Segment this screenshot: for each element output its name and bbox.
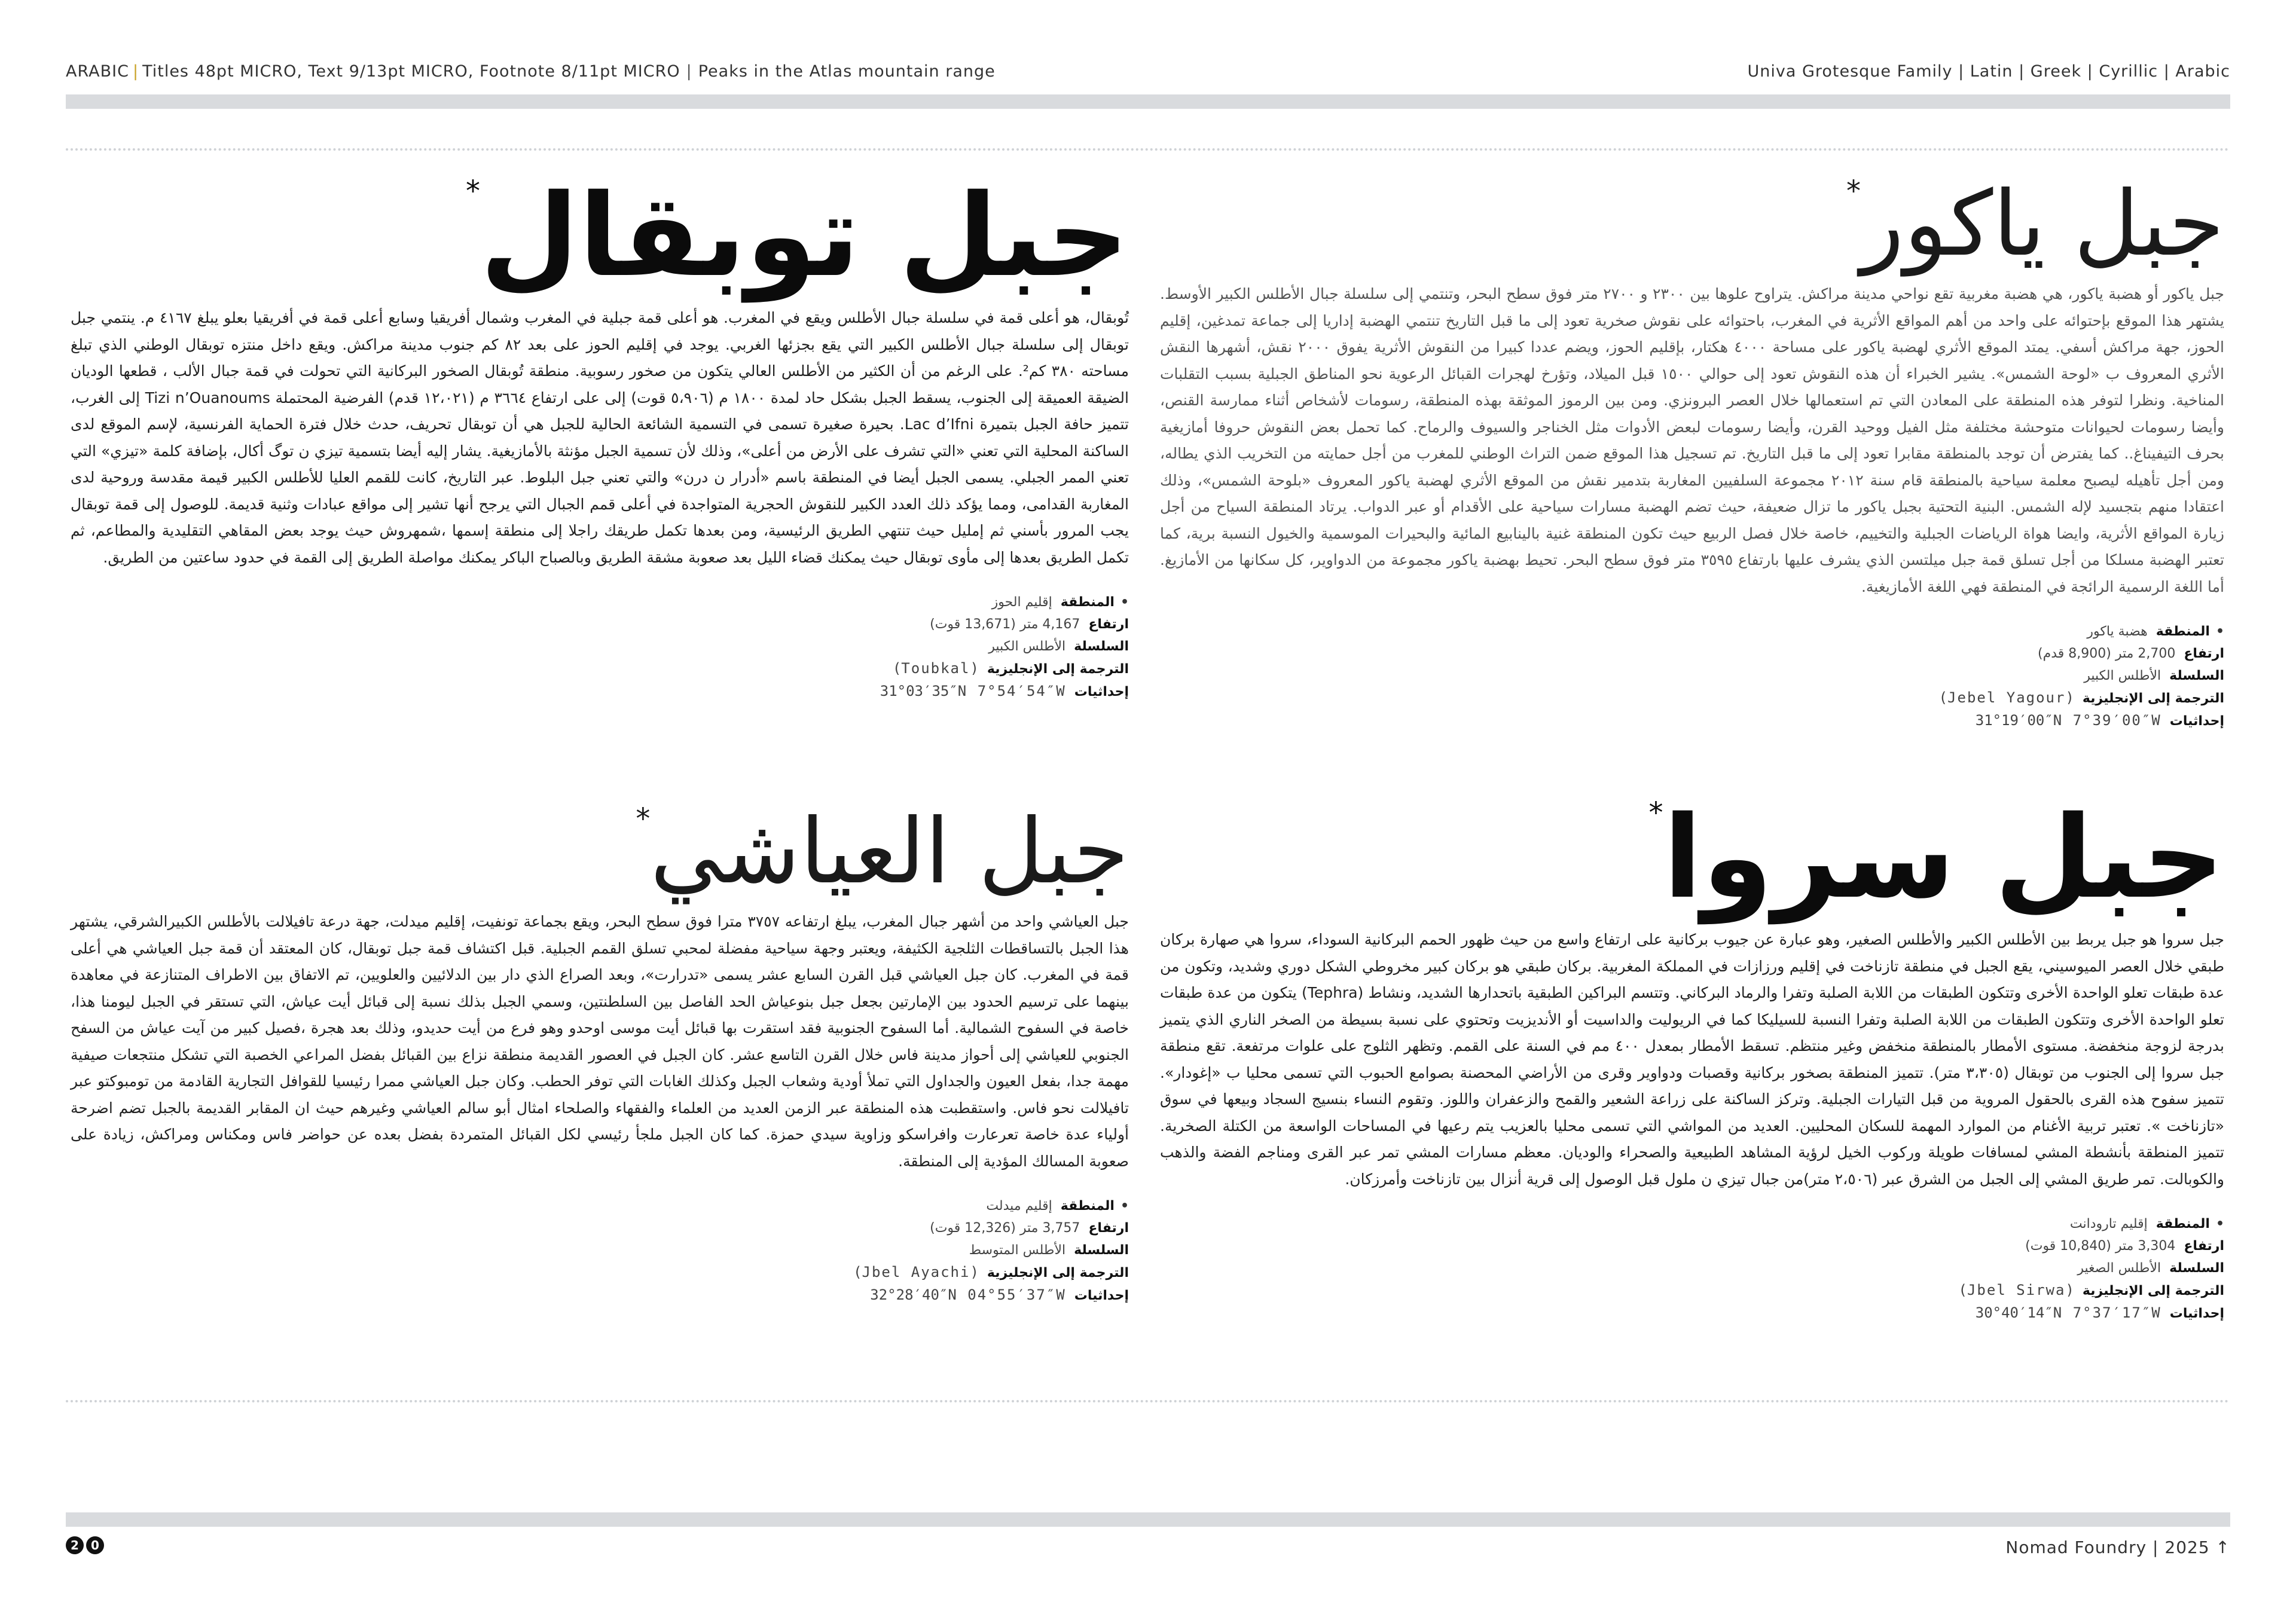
top-divider: [66, 148, 2230, 151]
card-meta: •المنطقةهضبة ياكور ارتفاع2,700 متر (8,900 قدم) السلسلةالأطلس الكبير الترجمة إلى الإنجليزية(Jebel Yagour) إحداثيات31°19′00″N 7°39′00″W: [1938, 624, 2224, 729]
bottom-grey-bar: [66, 1512, 2230, 1527]
card-body: جبل العياشي واحد من أشهر جبال المغرب، يبلغ ارتفاعه ٣٧٥٧ مترا فوق سطح البحر، ويقع بجماعة تونفيت، إقليم ميدلت، جهة درعة تافيلالت بالأطلس الكبيرالشرقي، يشتهر هذا الجبل بالتساقطات الثلجية الكثيفة، ويعتبر وجهة سياحية مفضلة لمحبي تسلق القمم الجبلية. قبل اكتشاف قمة جبل توبقال، كان المعتقد أن قمة جبل العياشي هي أعلى قمة في المغرب. كان جبل العياشي قبل القرن السابع عشر يسمى «تدرارت»، وبعد الصراع الذي دار بين الدلائيين والعلويين، تم الاتفاق بين الاطراف المتنازعة في معاهدة بينهما على ترسيم الحدود بين الإمارتين بجعل جبل بنوعياش الحد الفاصل بين السلطنتين، وسمي الجبل بذلك نسبة إلى قبائل أيت عياش، التي تستقر في الجبل ليومنا هذا، خاصة في السفوح الشمالية. أما السفوح الجنوبية فقد استقرت بها قبائل أيت موسى اوحدو وهو فرع من أيت حديدو، وذلك بعد هجرة ،فصيل كبير من آيت عياش من السفح الجنوبي للعياشي إلى أحواز مدينة فاس خلال القرن التاسع عشر. كان الجبل في العصور القديمة منطقة نزاع بين القبائل بفضل المراعي الخصبة التي تشكل منتجعات صيفية مهمة جدا، بفعل العيون والجداول التي تملأ أودية وشعاب الجبل وكذلك الغابات التي توفر الحطب. وكان جبل العياشي ممرا رئيسيا للقوافل التجارية القادمة من تومبوكتو عبر تافيلالت نحو فاس. واستقطبت هذه المنطقة عبر الزمن العديد من العلماء والفقهاء والصلحاء امثال أبو سالم العياشي وغيرهم حيث ان المقابر القديمة بالجبل تضم اضرحة أولياء عدة خاصة تعرعارت وافراسكو وزاوية سيدي حمزة. كما كان الجبل ملجأ رئيسي لكل القبائل المتمردة بفضل بعده عن حواضر فاس ومكناس ومراكش، زيادة على صعوبة المسالك المؤدية إلى المنطقة.: [71, 913, 1129, 1170]
card-body: جبل ياكور أو هضبة ياكور، هي هضبة مغربية تقع نواحي مدينة مراكش. يتراوح علوها بين ٢٣٠٠ و ٢٧٠٠ متر فوق سطح البحر، وتنتمي إلى سلسلة جبال الأطلس الكبير الأوسط. يشتهر هذا الموقع بإحتوائه على واحد من أهم المواقع الأثرية في المغرب، باحتوائه على نقوش صخرية تعود إلى ما قبل التاريخ تنتمي الهضبة إداريا إلى جماعة تمدغين، إقليم الحوز، جهة مراكش أسفي. يمتد الموقع الأثري لهضبة ياكور على مساحة ٤٠٠٠ هكتار، بإقليم الحوز، ويضم عددا كبيرا من النقوش الأثرية يفوق ٢٠٠٠ نقش، أشهرها النقش الأثري المعروف ب «لوحة الشمس». يشير الخبراء أن هذه النقوش تعود إلى حوالي ١٥٠٠ قبل الميلاد، وتؤرخ لهجرات القبائل الرعوية نحو المناطق الجبلية بسبب التقلبات المناخية. ونظرا لتوفر هذه المنطقة على المعادن التي تم استعمالها خلال العصر البرونزي. ومن بين الرموز الموثقة بهذه المنطقة، رسومات لأشخاص أثناء ممارسة القنص، وأيضا رسومات لحيوانات متوحشة مختلفة مثل الفيل ووحيد القرن، وأيضا رسومات لبعض الأدوات مثل الخناجر والسيوف والرماح. كما تحمل بعض النقوش حروفا أمازيغية بحرف التيفيناغ.. كما يفترض أن توجد بالمنطقة مقابرا تعود إلى ما قبل التاريخ. تم تسجيل هذا الموقع ضمن التراث الوطني للمغرب من أجل حمايته من التخريب الذي يطاله، ومن أجل تأهيله ليصبح معلمة سياحية بالمنطقة قام سنة ٢٠١٢ مجموعة السلفيين المغاربة بتدمير نقش من الموقع الأثري لهضبة ياكور المعروف «بلوحة الشمس»، وذلك اعتقادا منهم بتجسيد لإله الشمس. البنية التحتية بجبل ياكور ما تزال ضعيفة، حيث تضم الهضبة مسارات سياحية على الأقدام أو عبر الدواب. يرتاد المنطقة السياح من أجل زيارة المواقع الأثرية، وايضا هواة الرياضات الجبلية والتخييم، خاصة خلال فصل الربيع حيث تكون المنطقة غنية بالينابيع المائية والبحيرات الموسمية والخيول النسبة برية، كما تعتبر الهضبة مسلكا من أجل تسلق قمة جبل ميلتسن الذي يشرف عليها بارتفاع ٣٥٩٥ متر فوق سطح البحر. تحيط بهضبة ياكور مجموعة من الدواوير، كل سكانها من الأمازيغ. أما اللغة الرسمية الرائجة في المنطقة فهي اللغة الأمازيغية.: [1160, 285, 2225, 595]
star-mark: *: [636, 802, 651, 836]
page-digit: 0: [86, 1536, 104, 1554]
star-mark: *: [1648, 796, 1663, 830]
card-title: جبل توبقال*: [466, 170, 1129, 302]
star-mark: *: [466, 175, 480, 208]
header-left: [66, 62, 996, 81]
card-ayachi: [71, 800, 1129, 1307]
card-meta: •المنطقةإقليم تارودانت ارتفاع3,304 متر (10,840 قوت) السلسلةالأطلس الصغير الترجمة إلى الإنجليزية(Jbel Sirwa) إحداثيات30°40′14″N 7°37′17″W: [1958, 1217, 2224, 1321]
card-meta: •المنطقةإقليم الحوز ارتفاع4,167 متر (13,671 قوت) السلسلةالأطلس الكبير الترجمة إلى الإنجليزية(Toubkal) إحداثيات31°03′35″N 7°54′54″W: [880, 595, 1129, 699]
card-toubkal: [71, 170, 1129, 703]
card-yagour: [1160, 172, 2225, 732]
top-grey-bar: [66, 94, 2230, 109]
header-language: ARABIC: [66, 62, 129, 81]
card-body: جبل سروا هو جبل يربط بين الأطلس الكبير والأطلس الصغير، وهو عبارة عن جيوب بركانية على ارتفاع واسع من حيث ظهور الحمم البركانية السوداء، سروا هي صهارة بركان طبقي خلال العصر الميوسيني، يقع الجبل في منطقة تازناخت في إقليم ورزازات في المملكة المغربية. بركان طبقي هو بركان كبير مخروطي الشكل دوري وشديد، وتكون من عدة طبقات تعلو الواحدة الأخرى وتتكون الطبقات من اللابة الصلبة وتفرا والرماد البركاني. وتتسم البراكين الطبقية باتحدارها الشديد، ونشاط (Tephra) يتكون من عدة طبقات تعلو الواحدة الأخرى وتتكون الطبقات من اللابة الصلبة وتفرا النسبة للسيليكا كما في الريوليت والداسيت أو الأنديزيت وتحتوي على نسبة بسيطة من الصخر الناري الذي يتميز بدرجة لزوجة منخفضة. مستوى الأمطار بالمنطقة منخفض وغير منتظم. تسقط الأمطار بمعدل ٤٠٠ مم في السنة على القمم. وتظهر الثلوج على علوات مرتفعة. تقع منطقة جبل سروا إلى الجنوب من توبقال (٣،٣٠٥ متر). تتميز المنطقة بصخور بركانية وقصبات ودواوير وقرى من الأراضي المحصنة بصوامع الحبوب التي تسمى محليا ب «إغودار». تتميز سفوح هذه القرى بالحقول المروية من قبل التيارات الجبلية. وتركز الساكنة على زراعة الشعير والقمح والزعفران واللوز. وتقوم النساء بنسيج السجاد وبيعها في سوق «تازناخت ». تعتبر تربية الأغنام من الموارد المهمة للسكان المحليين. العديد من المواشي التي تسمى محليا بالعزيب يتم رعيها في المساحات الواسعة من الكتلة الصخرية. تتميز المنطقة بأنشطة المشي لمسافات طويلة وركوب الخيل لرؤية المشاهد الطبيعية والصحراء والوديان. معظم مسارات المشي تمر عبر القرى ومناجم الفضة والذهب والكوبالت. تمر طريق المشي إلى الجبل من الشرق عبر (٢،٥٠٦ متر)من جبال تيزي ن ملول قبل الوصول إلى قرية أنزال بين تازناخت وأمرزكان.: [1160, 931, 2225, 1188]
header-topic: Peaks in the Atlas mountain range: [698, 62, 996, 81]
card-body: تُوبقال، هو أعلى قمة في سلسلة جبال الأطلس ويقع في المغرب. هو أعلى قمة جبلية في المغرب وشمال أفريقيا وسابع أعلى قمة في أفريقيا بعلو يبلغ ٤١٦٧ م. ينتمي جبل توبقال إلى سلسلة جبال الأطلس الكبير التي يقع بجزئها الغربي. يوجد في إقليم الحوز على بعد ٨٢ كم جنوب مدينة مراكش. ويقع داخل منتزه توبقال الوطني الذي تبلغ مساحته ٣٨٠ كم². على الرغم من أن الكثير من الأطلس العالي يتكون من صخور رسوبية. منطقة تُوبقال الصخور البركانية التي تحولت في قمة جبال الألب ، قطعها الوديان الضيقة العميقة إلى الجنوب، يسقط الجبل بشكل حاد لمدة ١٨٠٠ م (٥،٩٠٦ قوت) إلى على ارتفاع ٣٦٦٤ م (١٢،٠٢١ قدم) الفرضية المحتملة Tizi n’Ouanoums إلى الغرب، تتميز حافة الجبل بتميرة Lac d’Ifni. بحيرة صغيرة تسمى في التسمية الشائعة الحالية للجبل هي أن توبقال تحريف، حدث خلال فترة الحماية الفرنسية، لإسم الموقع لدى الساكنة المحلية التي تعني «التي تشرف على الأرض من أعلى»، وذلك لأن تسمية الجبل مؤنثة بالأمازيغية. يشار إليه أيضا بتسمية تيزي ن توگ أكال، بإضافة كلمة «تيزي» التي تعني الممر الجبلي. يسمى الجبل أيضا في المنطقة باسم «أدرار ن درن» والتي تعني جبل البلوط. عبر التاريخ، كانت للقمم العليا للأطلس الكبير قيمة مقدسة وروحية لدى المغاربة القدامى، ومما يؤكد ذلك العدد الكبير للنقوش الحجرية المتواجدة في أعلى قمم الجبال التي يرجح أنها تشير إلى مواقع عبادات وثنية قديمة. للوصول إلى قمة توبقال يجب المرور بأسني ثم إمليل حيث تنتهي الطريق الرئيسية، ومن بعدها تكمل طريقك راجلا إلى منطقة إسمها ،شمهروش حيث يوجد بعض المقاهي التقليدية والمطاعم، ثم تكمل الطريق بعدها إلى مأوى توبقال حيث يمكنك قضاء الليل بعد صعوبة مشقة الطريق وبالصباح الباكر يمكنك مواصلة الطريق إلى القمة في حدود ساعتين من الطريق.: [71, 309, 1129, 566]
header-separator: |: [132, 62, 139, 81]
card-title: جبل سروا*: [1648, 791, 2224, 924]
header-separator: |: [686, 62, 692, 81]
card-meta: •المنطقةإقليم ميدلت ارتفاع3,757 متر (12,326 قوت) السلسلةالأطلس المتوسط الترجمة إلى الإنجليزية(Jbel Ayachi) إحداثيات32°28′40″N 04°55′37″W: [853, 1199, 1129, 1303]
footer-credit: Nomad Foundry | 2025 ↑: [2005, 1538, 2230, 1557]
page-digit: 2: [66, 1536, 84, 1554]
bottom-divider: [66, 1400, 2230, 1402]
star-mark: *: [1846, 175, 1861, 208]
header-spec: Titles 48pt MICRO, Text 9/13pt MICRO, Footnote 8/11pt MICRO: [142, 62, 680, 81]
card-sirwa: [1160, 791, 2225, 1325]
header-right: Univa Grotesque Family | Latin | Greek | Cyrillic | Arabic: [1747, 62, 2230, 81]
card-title: جبل العياشي*: [636, 800, 1129, 904]
card-title: جبل ياكور*: [1846, 172, 2224, 276]
page-number: [66, 1536, 104, 1554]
